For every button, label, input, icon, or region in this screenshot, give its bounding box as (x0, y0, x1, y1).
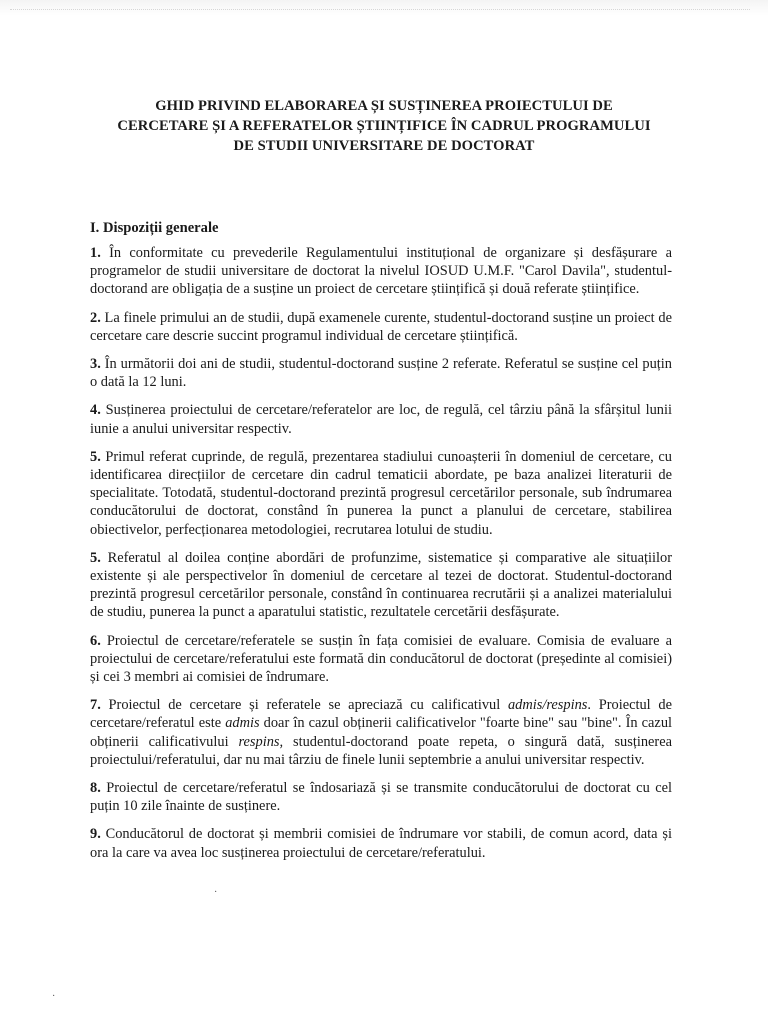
article-paragraph (90, 779, 672, 815)
article-paragraph (90, 244, 672, 299)
article-number: 5. (90, 549, 101, 566)
scan-speck: · (214, 887, 218, 898)
article-text: . Proiectul de cercetare/referatul este (90, 697, 672, 732)
article-text: Susținerea proiectului de cercetare/referatelor are loc, de regulă, cel târziu până la sfârșitul lunii iunie a anului universitar respectiv. (90, 402, 672, 437)
article-paragraph (90, 309, 672, 345)
article-italic-term: admis/respins (507, 697, 588, 714)
article-text: doar în cazul obținerii calificativelor "foarte bine" sau "bine". În cazul obținerii calificativului (90, 715, 673, 750)
title-line: CERCETARE ȘI A REFERATELOR ȘTIINȚIFICE ÎN CADRUL PROGRAMULUI (117, 118, 651, 134)
document-title (60, 96, 708, 156)
article-paragraph (90, 401, 672, 437)
article-paragraph (90, 448, 672, 539)
article-number: 7. (90, 697, 101, 714)
article-text: Proiectul de cercetare și referatele se apreciază cu calificativul (100, 697, 508, 714)
paragraph-list (90, 244, 672, 872)
article-text: În următorii doi ani de studii, studentul-doctorand susține 2 referate. Referatul se susține cel puțin o dată la 12 luni. (90, 356, 672, 391)
article-text: La finele primului an de studii, după examenele curente, studentul-doctorand susține un proiect de cercetare care descrie succint programul individual de cercetare științifică. (90, 309, 672, 344)
title-line: DE STUDII UNIVERSITARE DE DOCTORAT (233, 138, 535, 154)
article-number: 9. (90, 826, 101, 843)
article-italic-term: respins, (238, 733, 284, 750)
title-line: GHID PRIVIND ELABORAREA ȘI SUSȚINEREA PROIECTULUI DE (155, 98, 613, 114)
article-number: 1. (90, 245, 101, 261)
article-italic-term: admis (225, 715, 260, 732)
article-number: 2. (90, 309, 101, 326)
scan-top-edge (0, 0, 768, 16)
scan-dotted-line (10, 9, 750, 11)
article-text: studentul-doctorand poate repeta, o singură dată, susținerea proiectului/referatului, dar nu mai târziu de finele lunii septembrie a anului universitar respectiv. (90, 733, 672, 768)
section-heading: I. Dispoziții generale (90, 220, 219, 236)
article-paragraph (90, 355, 672, 391)
article-number: 3. (90, 356, 101, 373)
article-text: Primul referat cuprinde, de regulă, prezentarea stadiului cunoașterii în domeniul de cercetare, cu identificarea direcțiilor de cercetare din cadrul tematicii abordate, pe baza analizei literaturii de specialitate. Totodată, studentul-doctorand prezintă progresul cercetărilor personale, sub îndrumarea conducătorului de doctorat, constând în punerea la punct a planului de cercetare, stabilirea obiectivelor, perfecționarea metodologiei, recrutarea lotului de studiu. (90, 448, 672, 538)
article-number: 4. (90, 402, 101, 419)
scan-speck: · (52, 991, 56, 1002)
article-paragraph (90, 549, 672, 622)
article-number: 8. (90, 780, 101, 797)
article-number: 6. (90, 632, 101, 649)
article-paragraph (90, 825, 672, 861)
article-text: Proiectul de cercetare/referatele se susțin în fața comisiei de evaluare. Comisia de evaluare a proiectului de cercetare/referatului este formată din conducătorul de doctorat (președinte al comisiei) și cei 3 membri ai comisiei de îndrumare. (90, 632, 672, 686)
article-text: Referatul al doilea conține abordări de profunzime, sistematice și comparative ale situațiilor existente și ale perspectivelor în domeniul de cercetare al tezei de doctorat. Studentul-doctorand prezintă progresul cercetărilor personale, constând în continuarea recrutării și a analizei materialului de studiu, punerea la punct a aparatului statistic, rezultatele cercetării desfășurate. (90, 549, 672, 621)
article-paragraph (90, 696, 672, 769)
article-text: Conducătorul de doctorat și membrii comisiei de îndrumare vor stabili, de comun acord, data și ora la care va avea loc susținerea proiectului de cercetare/referatului. (90, 826, 672, 861)
article-text: În conformitate cu prevederile Regulamentului instituțional de organizare și desfășurare a programelor de studii universitare de doctorat la nivelul IOSUD U.M.F. "Carol Davila", studentul-doctorand are obligația de a susține un proiect de cercetare științifică și două referate științifice. (90, 245, 672, 298)
article-number: 5. (90, 448, 101, 465)
article-text: Proiectul de cercetare/referatul se îndosariază și se transmite conducătorului de doctorat cu cel puțin 10 zile înainte de susținere. (90, 780, 672, 815)
article-paragraph (90, 632, 672, 687)
